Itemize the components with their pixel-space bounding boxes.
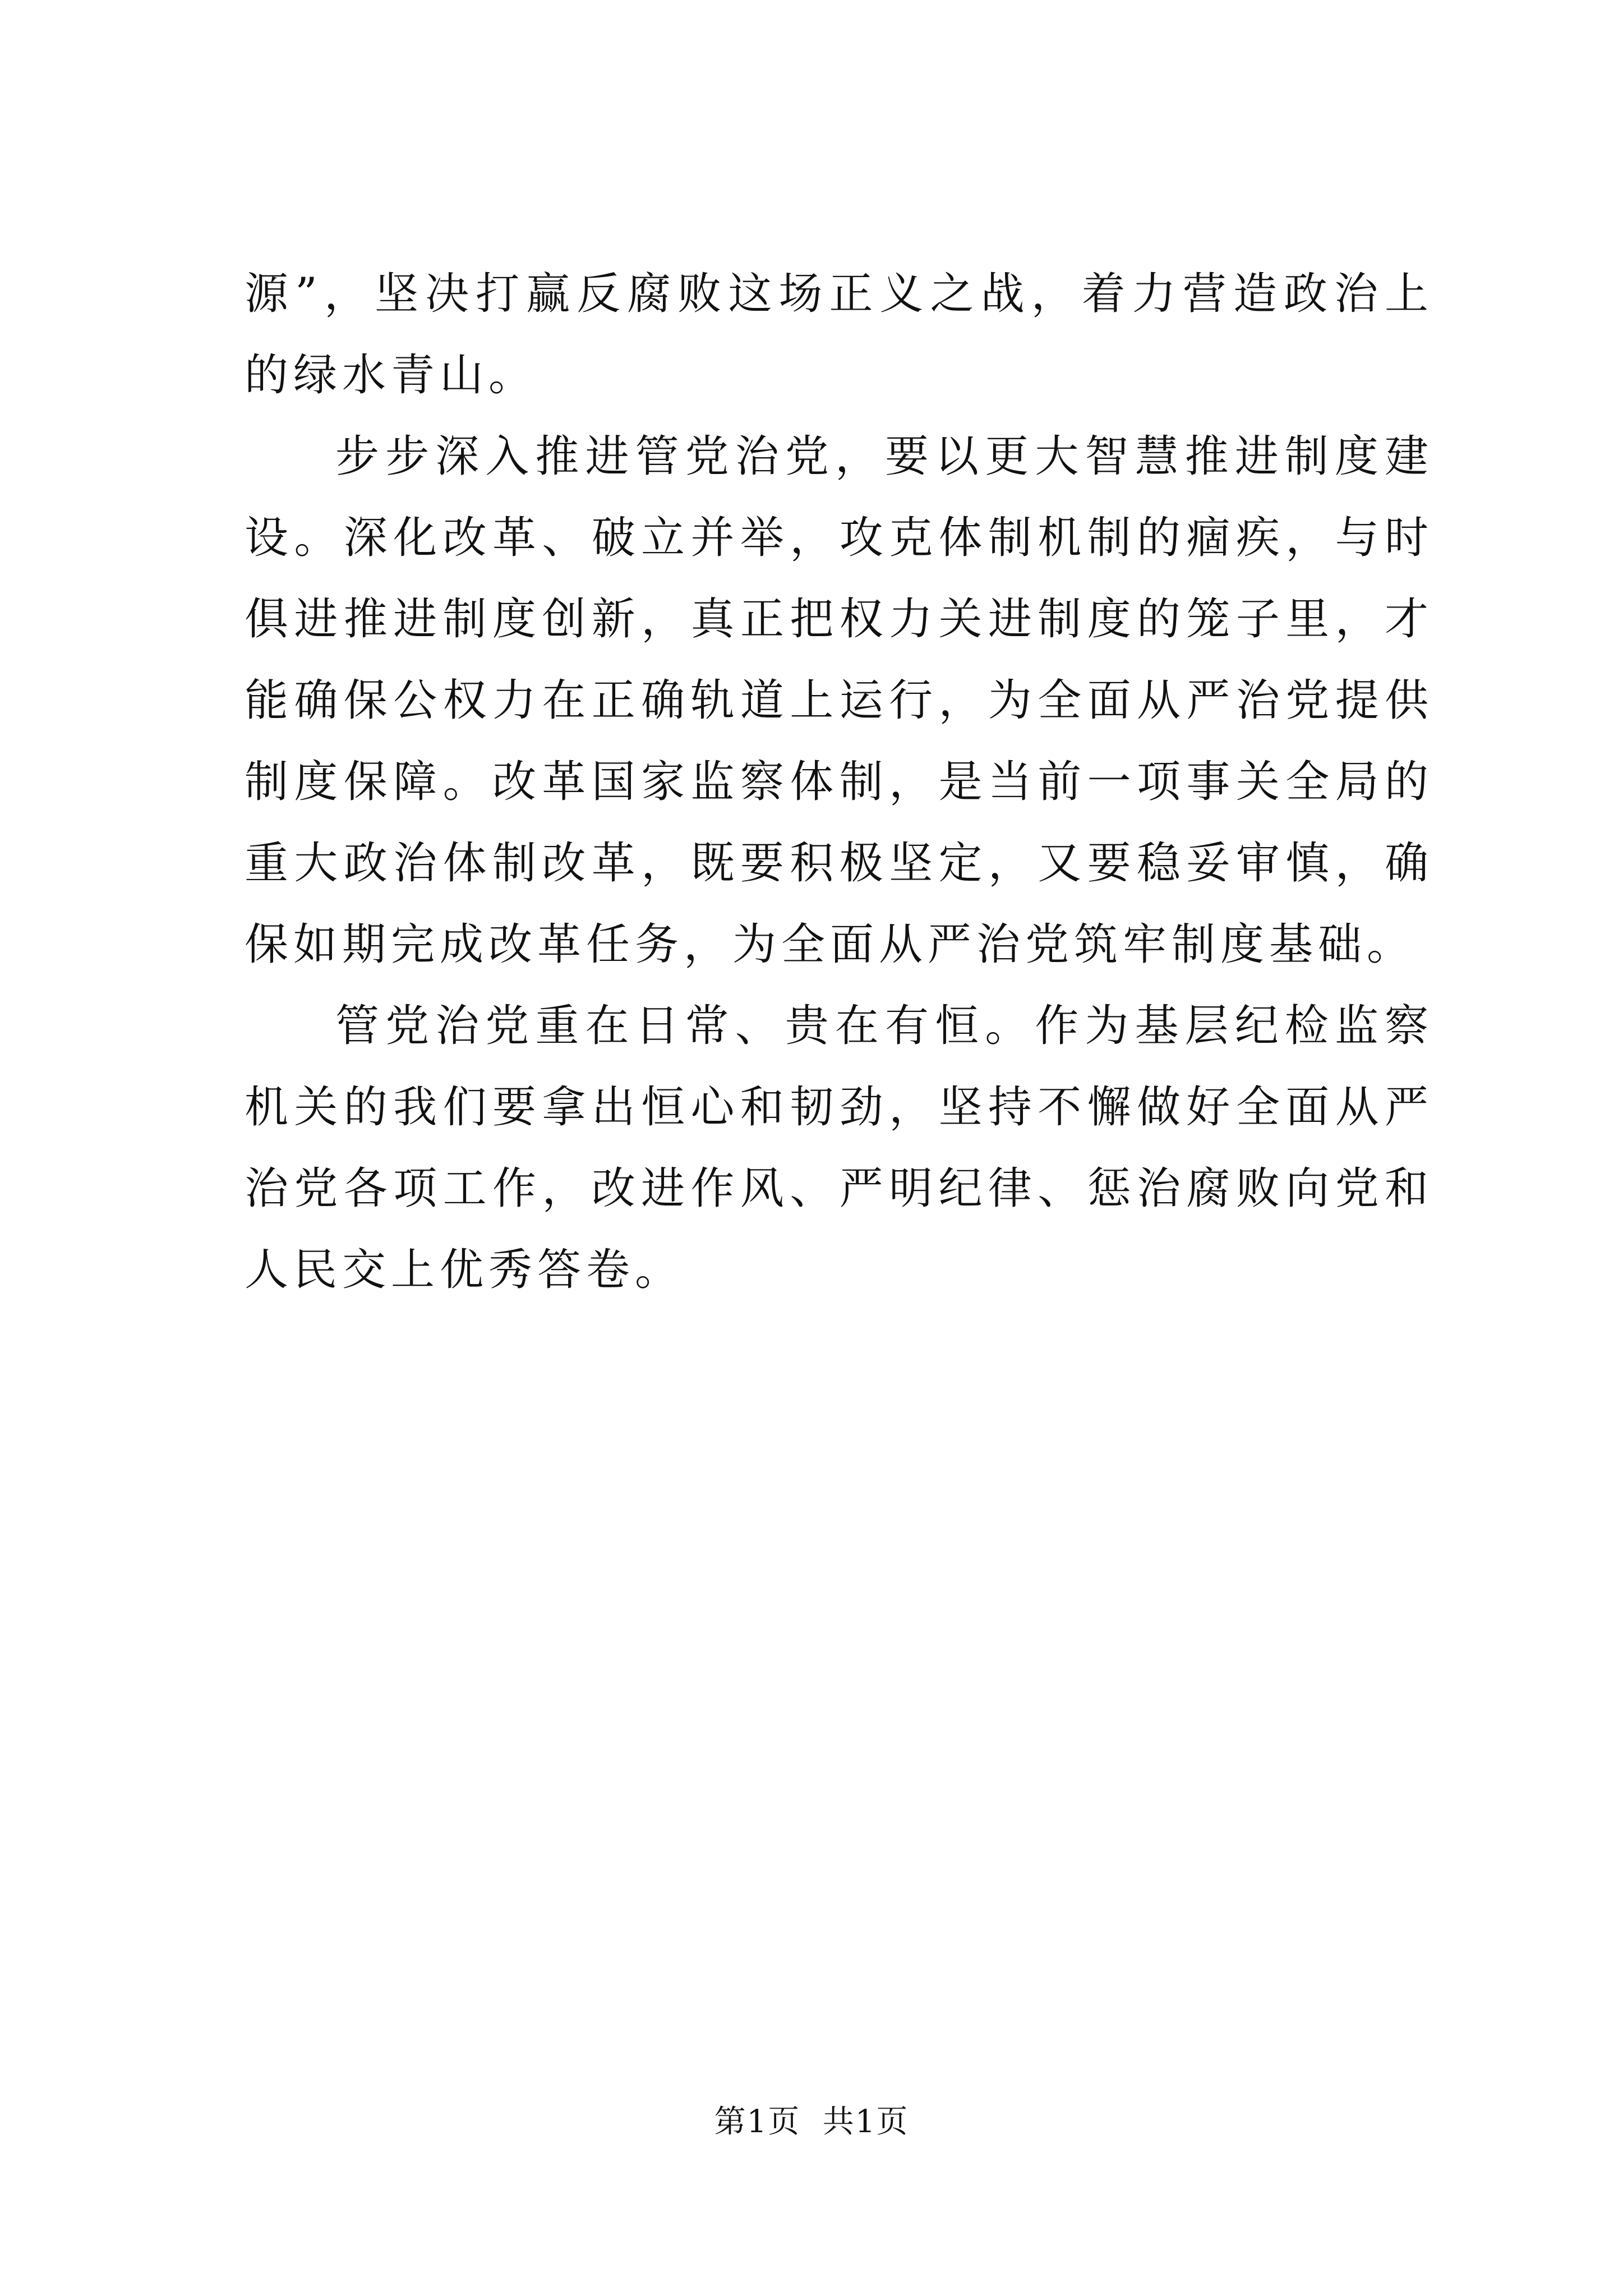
paragraph-system-building: 步步深入推进管党治党，要以更大智慧推进制度建设。深化改革、破立并举，攻克体制机制的痼疾，与时俱进推进制度创新，真正把权力关进制度的笼子里，才能确保公权力在正确轨道上运行，为全面从严治党提供制度保障。改革国家监察体制，是当前一项事关全局的重大政治体制改革，既要积极坚定，又要稳妥审慎，确保如期完成改革任务，为全面从严治党筑牢制度基础。	[245, 431, 1433, 970]
page-label-suffix: 页	[876, 2104, 909, 2140]
page-label-prefix: 第	[714, 2104, 747, 2140]
page-label-mid: 页 共	[768, 2104, 855, 2140]
paragraph-continuation: 源”，坚决打赢反腐败这场正义之战，着力营造政治上的绿水青山。	[245, 269, 1433, 401]
document-body	[245, 254, 1433, 1311]
current-page-number: 1	[746, 2104, 768, 2140]
paragraph-daily-governance: 管党治党重在日常、贵在有恒。作为基层纪检监察机关的我们要拿出恒心和韧劲，坚持不懈做好全面从严治党各项工作，改进作风、严明纪律、惩治腐败向党和人民交上优秀答卷。	[245, 1001, 1433, 1295]
page-footer	[0, 2102, 1623, 2142]
total-pages-number: 1	[855, 2104, 877, 2140]
